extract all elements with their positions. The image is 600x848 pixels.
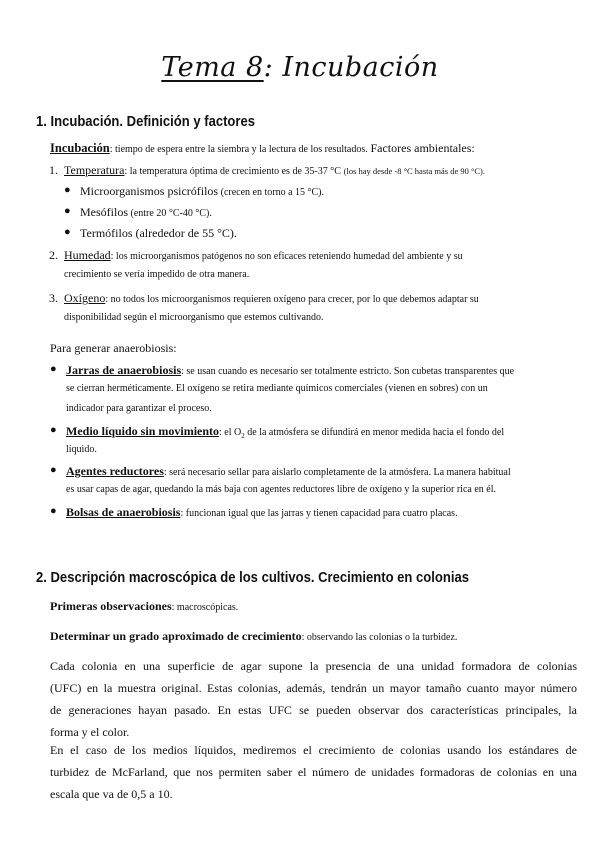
- factor-1-note: (los hay desde -8 °C hasta más de 90 °C).: [343, 166, 485, 176]
- growth-grade-term: Determinar un grado aproximado de crecimiento: [50, 629, 302, 643]
- bullet-icon: ●: [50, 363, 57, 375]
- factor-1-number: 1.: [49, 163, 58, 177]
- bullet-icon: ●: [50, 505, 57, 517]
- anaerobiosis-1-line-2: se cierran herméticamente. El oxígeno se retira mediante químicos comerciales (vienen en sobres) con un: [66, 383, 488, 394]
- factor-1-line: [64, 163, 485, 178]
- paragraph-2-line-3: escala que va de 0,5 a 10.: [50, 787, 173, 801]
- bullet-icon: ●: [50, 464, 57, 476]
- bullet-icon: ●: [64, 184, 71, 196]
- page-title: [0, 52, 600, 83]
- factor-2-line-2: crecimiento se vería impedido de otra manera.: [64, 269, 250, 280]
- anaerobiosis-3-line-1: Agentes reductores: será necesario sellar para aislarlo completamente de la atmósfera. La manera habitual: [66, 464, 511, 478]
- anaerobiosis-2-term: Medio líquido sin movimiento: [66, 424, 220, 438]
- paragraph-1-line-4: forma y el color.: [50, 725, 130, 739]
- title-tema: Tema 8: [161, 52, 264, 83]
- factor-1-term: Temperatura: [64, 163, 125, 177]
- factor-2-number: 2.: [49, 248, 58, 262]
- title-rest: : Incubación: [263, 52, 439, 83]
- definition-tail: Factores ambientales:: [370, 141, 475, 155]
- paragraph-1-line-2: (UFC) en la muestra original. Estas colonias, además, tendrán un mayor tamaño cuanto mayor número: [50, 681, 577, 695]
- temp-item-1: Microorganismos psicrófilos (crecen en torno a 15 °C).: [80, 184, 325, 198]
- anaerobiosis-4-line-1: Bolsas de anaerobiosis: funcionan igual que las jarras y tienen capacidad para cuatro placas.: [66, 505, 458, 519]
- paragraph-1-line-1: Cada colonia en una superficie de agar supone la presencia de una unidad formadora de colonias: [50, 659, 577, 673]
- factor-1-text: : la temperatura óptima de crecimiento es de 35-37 °C: [124, 166, 341, 177]
- paragraph-1-line-3: de generaciones hayan pasado. En estas UFC se pueden observar dos características principales, la: [50, 703, 577, 717]
- factor-3-number: 3.: [49, 291, 58, 305]
- definition-text: : tiempo de espera entre la siembra y la lectura de los resultados.: [109, 144, 368, 155]
- observations-term: Primeras observaciones: [50, 599, 172, 613]
- bullet-icon: ●: [64, 226, 71, 238]
- growth-grade-line: Determinar un grado aproximado de crecimiento: observando las colonias o la turbidez.: [50, 629, 458, 643]
- observations-line: Primeras observaciones: macroscópicas.: [50, 599, 239, 613]
- section-2-heading: 2. Descripción macroscópica de los cultivos. Crecimiento en colonias: [36, 570, 469, 586]
- temp-item-2: Mesófilos (entre 20 °C-40 °C).: [80, 205, 212, 219]
- definition-line: [50, 141, 475, 156]
- bullet-icon: ●: [50, 424, 57, 436]
- definition-term: Incubación: [50, 141, 110, 155]
- anaerobiosis-4-term: Bolsas de anaerobiosis: [66, 505, 181, 519]
- factor-2-line-1: Humedad: los microorganismos patógenos no son eficaces reteniendo humedad del ambiente y su: [64, 248, 463, 262]
- bullet-icon: ●: [64, 205, 71, 217]
- anaerobiosis-2-line-2: líquido.: [66, 444, 97, 455]
- section-1-heading: 1. Incubación. Definición y factores: [36, 114, 256, 130]
- factor-3-line-1: Oxígeno: no todos los microorganismos requieren oxígeno para crecer, por lo que debemos adaptar su: [64, 291, 479, 305]
- factor-3-term: Oxígeno: [64, 291, 106, 305]
- factor-2-term: Humedad: [64, 248, 111, 262]
- paragraph-2-line-2: turbidez de McFarland, que nos permiten saber el número de unidades formadoras de colonias en una: [50, 765, 577, 779]
- anaerobiosis-3-term: Agentes reductores: [66, 464, 164, 478]
- anaerobiosis-1-line-3: indicador para garantizar el proceso.: [66, 403, 212, 414]
- factor-3-line-2: disponibilidad según el microorganismo que estemos cultivando.: [64, 312, 324, 323]
- anaerobiosis-3-line-2: es usar capas de agar, quedando la más baja con agentes reductores libre de oxígeno y la superior rica en él.: [66, 484, 496, 495]
- anaerobiosis-intro: Para generar anaerobiosis:: [50, 341, 177, 355]
- anaerobiosis-2-line-1: Medio líquido sin movimiento: el $O_2$ de la atmósfera se difundirá en menor medida hacia el fondo del: [66, 424, 505, 441]
- anaerobiosis-1-line-1: Jarras de anaerobiosis: se usan cuando es necesario ser totalmente estricto. Son cubetas transparentes que: [66, 363, 515, 377]
- anaerobiosis-1-term: Jarras de anaerobiosis: [66, 363, 182, 377]
- paragraph-2-line-1: En el caso de los medios líquidos, mediremos el crecimiento de colonias usando los estándares de: [50, 743, 577, 757]
- temp-item-3: Termófilos (alrededor de 55 °C).: [80, 226, 237, 240]
